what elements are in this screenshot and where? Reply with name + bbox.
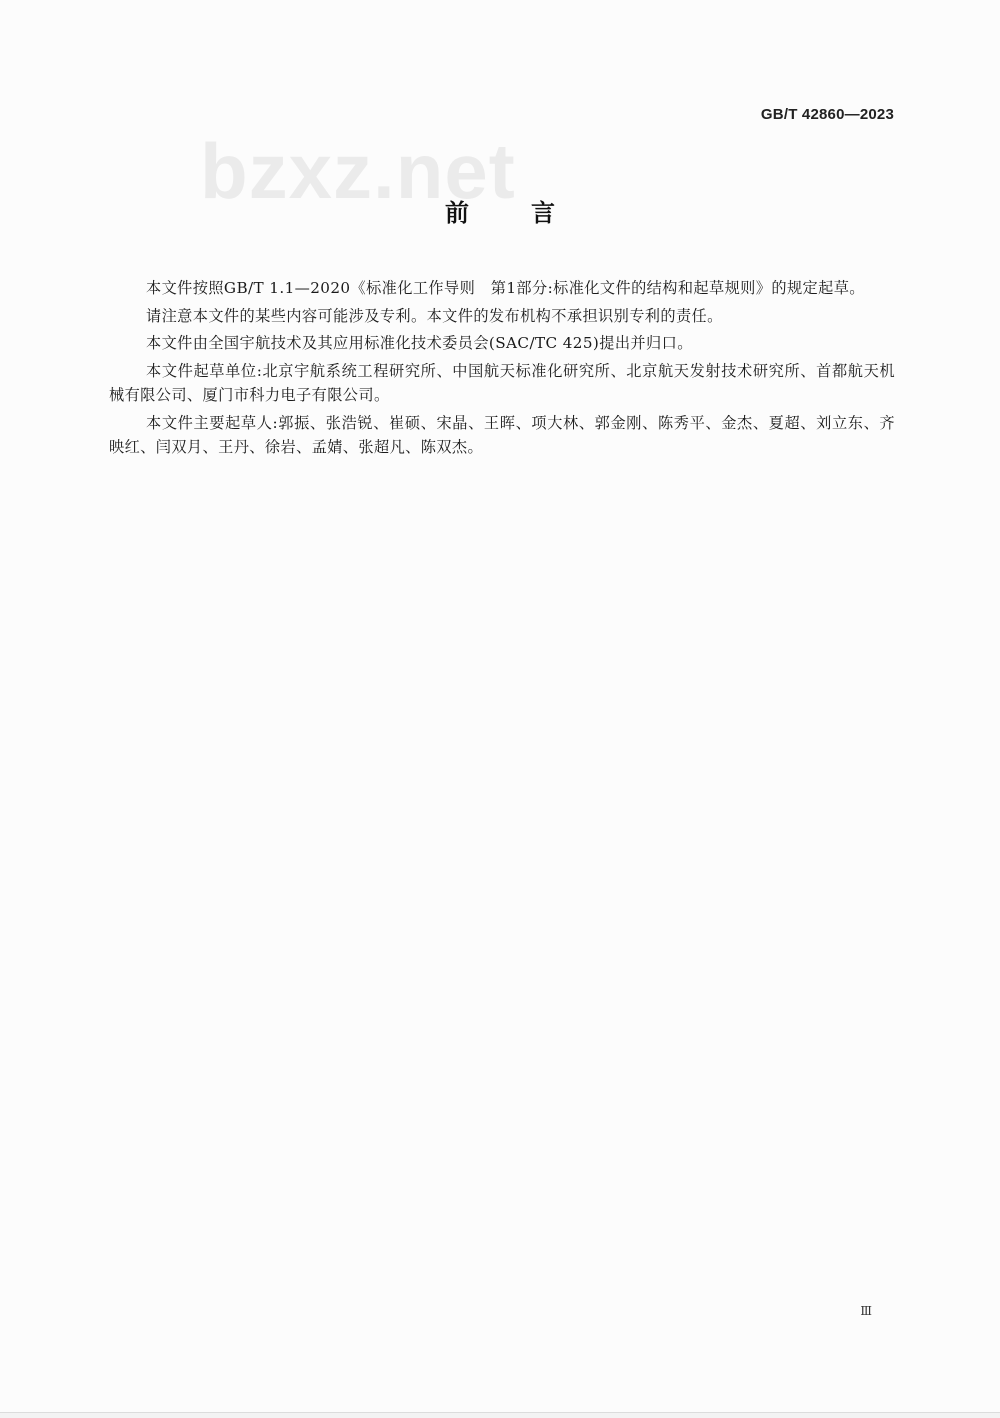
paragraph-patent-notice: 请注意本文件的某些内容可能涉及专利。本文件的发布机构不承担识别专利的责任。 (146, 306, 723, 325)
paragraph-drafters: 本文件主要起草人:郭振、张浩锐、崔硕、宋晶、王晖、项大林、郭金刚、陈秀平、金杰、夏超、刘立东、齐映红、闫双月、王丹、徐岩、孟婧、张超凡、陈双杰。 (109, 413, 895, 456)
standard-code: GB/T 42860—2023 (760, 106, 894, 123)
paragraph-drafting-rules: 本文件按照GB/T 1.1—2020《标准化工作导则 第1部分:标准化文件的结构和起草规则》的规定起草。 (146, 279, 865, 297)
watermark-logo: bzxz.net (200, 127, 516, 215)
paragraph-drafting-units: 本文件起草单位:北京宇航系统工程研究所、中国航天标准化研究所、北京航天发射技术研究所、首都航天机械有限公司、厦门市科力电子有限公司。 (109, 361, 895, 404)
page-title: 前言 (445, 199, 617, 227)
foreword-body (109, 276, 895, 463)
page-number: Ⅲ (860, 1304, 872, 1318)
paragraph-proposer: 本文件由全国宇航技术及其应用标准化技术委员会(SAC/TC 425)提出并归口。 (146, 334, 693, 352)
